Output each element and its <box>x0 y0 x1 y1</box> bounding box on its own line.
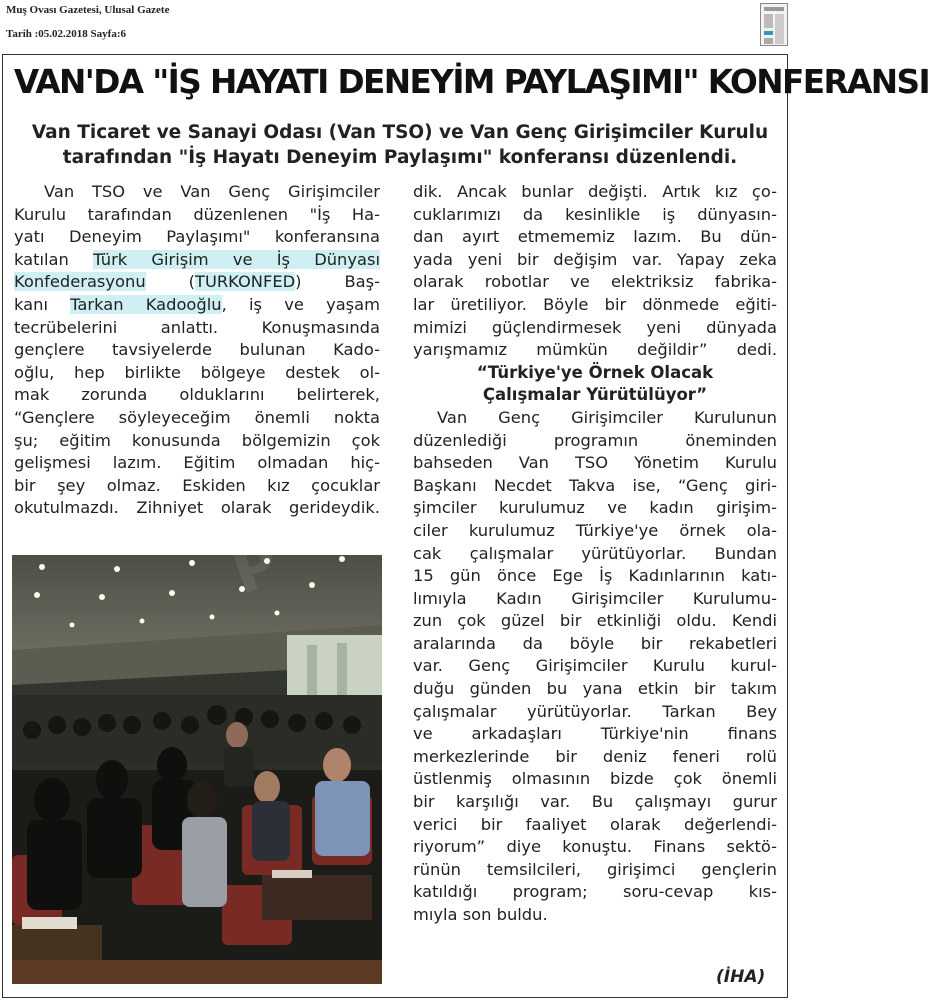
body-line: çalışmalar yürütüyorlar. Tarkan Bey <box>413 701 777 721</box>
subhead-line: Van Ticaret ve Sanayi Odası (Van TSO) ve Van Genç Girişimciler Kurulu <box>31 122 769 143</box>
date-page-line: Tarih :05.02.2018 Sayfa:6 <box>6 28 126 40</box>
body-line: lımıyla Kadın Girişimciler Kurulumu- <box>413 588 777 608</box>
body-line: üstlenmiş olmasının bizde çok önemli <box>413 769 777 789</box>
highlight-org-name: Konfederasyonu <box>14 272 146 292</box>
body-line: yatı Deneyim Paylaşımı" konferansına <box>14 227 380 247</box>
body-line: aralarında da böyle bir rekabetleri <box>413 633 777 653</box>
body-line: yarışmamız mümkün değildir” dedi. <box>413 340 777 360</box>
headline: VAN'DA "İŞ HAYATI DENEYİM PAYLAŞIMI" KONFERANSI <box>13 62 929 101</box>
subhead-line: tarafından "İş Hayatı Deneyim Paylaşımı" konferansı düzenlendi. <box>62 147 738 168</box>
body-line: tecrübelerini anlattı. Konuşmasında <box>14 317 380 337</box>
body-line: cak çalışmalar yürütüyorlar. Bundan <box>413 543 777 563</box>
body-line: yada yeni bir değişim var. Yapay zeka <box>413 249 777 269</box>
body-line: Kurulu tarafından düzenlenen "İş Ha- <box>14 204 380 224</box>
body-line: cuklarımızı da kesinlikle iş dünyasın- <box>413 204 777 224</box>
body-line: bir karşılığı var. Bu çalışmayı gurur <box>413 792 777 812</box>
body-line: Van Genç Girişimciler Kurulunun <box>437 407 777 427</box>
body-line: oğlu, hep birlikte bölgeye destek ol- <box>14 362 380 382</box>
body-line: Van TSO ve Van Genç Girişimciler <box>44 182 380 201</box>
body-line: mıyla son buldu. <box>413 905 548 924</box>
body-line: katılan Türk Girişim ve İş Dünyası <box>14 249 380 269</box>
body-line: Başkanı Necdet Takva ise, “Genç giri- <box>413 475 777 495</box>
body-line: şimciler kurulumuz ve kadın girişim- <box>413 498 777 518</box>
body-line: düzenlediği programın öneminden <box>413 430 777 450</box>
publication-name: Muş Ovası Gazetesi, Ulusal Gazete <box>6 4 170 16</box>
body-line: merkezlerinde bir deniz feneri rolü <box>413 746 777 766</box>
conference-photo <box>12 528 382 984</box>
body-line: mimizi güçlendirmesek yeni dünyada <box>413 317 777 337</box>
body-line: 15 gün önce Ege İş Kadınlarının katı- <box>413 566 777 586</box>
body-line: dik. Ancak bunlar değişti. Artık kız ço- <box>413 182 777 201</box>
subheadline <box>30 120 770 170</box>
body-line: duğu günden bu yana etkin bir takım <box>413 679 777 699</box>
body-line: okutulmazdı. Zihniyet olarak gerideydik. <box>14 498 380 518</box>
news-agency-credit: (İHA) <box>716 967 766 987</box>
body-line: ve arkadaşları Türkiye'nin finans <box>413 724 777 744</box>
body-line: şu; eğitim konusunda bölgemizin çok <box>14 430 380 450</box>
body-line: katıldığı program; soru-cevap kıs- <box>413 882 777 902</box>
highlight-org-name: Türk Girişim ve İş Dünyası <box>93 249 380 269</box>
body-line: bir şey olmaz. Eskiden kız çocuklar <box>14 475 380 495</box>
highlight-acronym: TURKONFED <box>195 272 296 292</box>
body-line: “Gençlere söyleyeceğim önemli nokta <box>14 407 380 427</box>
body-line: var. Genç Girişimciler Kurulu kurul- <box>413 656 777 676</box>
body-line: zun çok güzel bir etkinliği oldu. Kendi <box>413 611 777 631</box>
body-line: olarak robotlar ve elektriksiz fabrika- <box>413 272 777 292</box>
highlight-person-name: Tarkan Kadooğlu <box>70 294 222 314</box>
right-column <box>413 181 777 927</box>
body-line: kanı Tarkan Kadooğlu, iş ve yaşam <box>14 294 381 314</box>
body-line: dan ayırt etmememiz lazım. Bu dün- <box>413 227 777 247</box>
body-line: rünün temsilcileri, girişimci gençlerin <box>413 859 777 879</box>
section-subtitle: Çalışmalar Yürütülüyor” <box>482 385 708 405</box>
body-line: ciler kurulumuz Türkiye'ye örnek ola- <box>413 520 777 540</box>
body-line: bahseden Van TSO Yönetim Kurulu <box>413 453 777 473</box>
body-line: mak zorunda olduklarını belirterek, <box>14 385 380 405</box>
section-subtitle: “Türkiye'ye Örnek Olacak <box>476 362 714 382</box>
body-line: riyorum” diye konuştu. Finans sektö- <box>413 837 777 857</box>
body-line: gençlere tavsiyelerde bulunan Kado- <box>14 340 380 360</box>
body-line: gelişmesi lazım. Eğitim olmadan hiç- <box>14 453 380 473</box>
page-thumbnail[interactable] <box>760 3 788 46</box>
body-line: lar üretiliyor. Böyle bir dönmede eğiti- <box>413 294 777 314</box>
left-column <box>14 181 380 520</box>
body-line: verici bir faaliyet olarak değerlendi- <box>413 814 777 834</box>
svg-text:P: P <box>223 528 289 610</box>
body-line: Konfederasyonu (TURKONFED) Baş- <box>14 272 381 292</box>
